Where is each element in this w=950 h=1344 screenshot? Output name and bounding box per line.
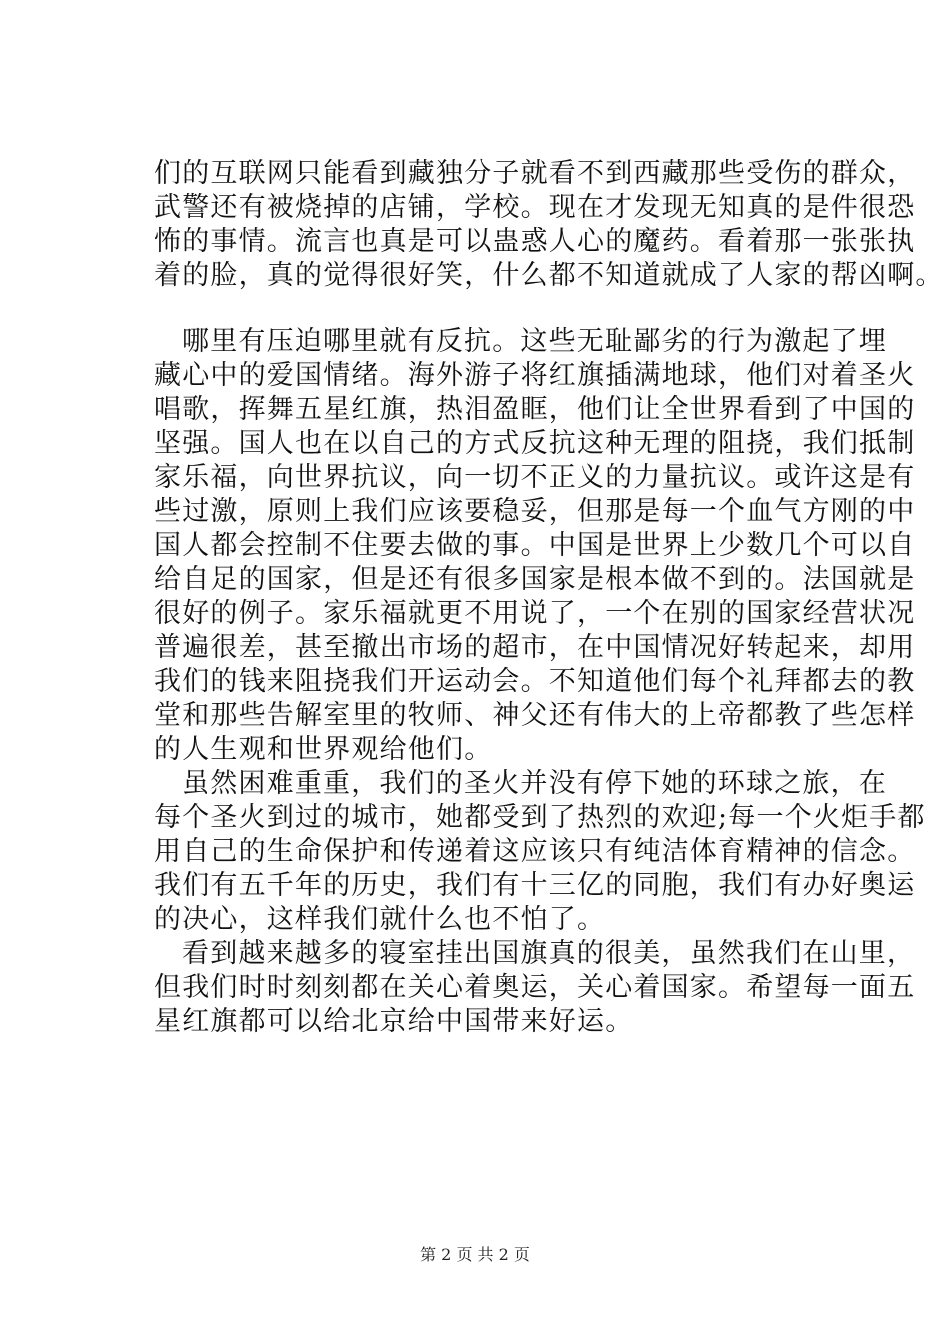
text-line: 藏心中的爱国情绪。海外游子将红旗插满地球，他们对着圣火: [154, 360, 916, 391]
text-line: 我们有五千年的历史，我们有十三亿的同胞，我们有办好奥运: [154, 870, 916, 901]
text-line: 但我们时时刻刻都在关心着奥运，关心着国家。希望每一面五: [154, 972, 916, 1003]
text-line: 虽然困难重重，我们的圣火并没有停下她的环球之旅，在: [182, 768, 887, 799]
paragraph-spacer: [154, 293, 844, 325]
page-number-footer: 第 2 页 共 2 页: [420, 1245, 530, 1264]
text-line: 的决心，这样我们就什么也不怕了。: [154, 904, 606, 935]
text-line: 武警还有被烧掉的店铺，学校。现在才发现无知真的是件很恐: [154, 192, 916, 223]
text-line: 们的互联网只能看到藏独分子就看不到西藏那些受伤的群众，: [154, 158, 916, 189]
text-line: 每个圣火到过的城市，她都受到了热烈的欢迎;每一个火炬手都: [154, 802, 926, 833]
text-line: 看到越来越多的寝室挂出国旗真的很美，虽然我们在山里，: [182, 938, 916, 969]
text-line: 星红旗都可以给北京给中国带来好运。: [154, 1006, 634, 1037]
text-line: 唱歌，挥舞五星红旗，热泪盈眶，他们让全世界看到了中国的: [154, 394, 916, 425]
text-line: 的人生观和世界观给他们。: [154, 734, 493, 765]
text-line: 怖的事情。流言也真是可以蛊惑人心的魔药。看着那一张张执: [154, 226, 916, 257]
paragraph-1: [154, 157, 944, 293]
text-line: 给自足的国家，但是还有很多国家是根本做不到的。法国就是: [154, 564, 916, 595]
text-line: 着的脸，真的觉得很好笑，什么都不知道就成了人家的帮凶啊。: [154, 260, 944, 291]
text-line: 些过激，原则上我们应该要稳妥，但那是每一个血气方刚的中: [154, 496, 916, 527]
text-line: 普遍很差，甚至撤出市场的超市，在中国情况好转起来，却用: [154, 632, 916, 663]
text-line: 坚强。国人也在以自己的方式反抗这种无理的阻挠，我们抵制: [154, 428, 916, 459]
document-body: [154, 157, 944, 1039]
text-line: 很好的例子。家乐福就更不用说了，一个在别的国家经营状况: [154, 598, 916, 629]
text-line: 国人都会控制不住要去做的事。中国是世界上少数几个可以自: [154, 530, 916, 561]
text-line: 用自己的生命保护和传递着这应该只有纯洁体育精神的信念。: [154, 836, 916, 867]
text-line: 堂和那些告解室里的牧师、神父还有伟大的上帝都教了些怎样: [154, 700, 916, 731]
paragraph-2: [154, 325, 916, 767]
paragraph-4: [154, 937, 916, 1039]
text-line: 我们的钱来阻挠我们开运动会。不知道他们每个礼拜都去的教: [154, 666, 916, 697]
paragraph-3: [154, 767, 926, 937]
text-line: 哪里有压迫哪里就有反抗。这些无耻鄙劣的行为激起了埋: [182, 326, 887, 357]
text-line: 家乐福，向世界抗议，向一切不正义的力量抗议。或许这是有: [154, 462, 916, 493]
